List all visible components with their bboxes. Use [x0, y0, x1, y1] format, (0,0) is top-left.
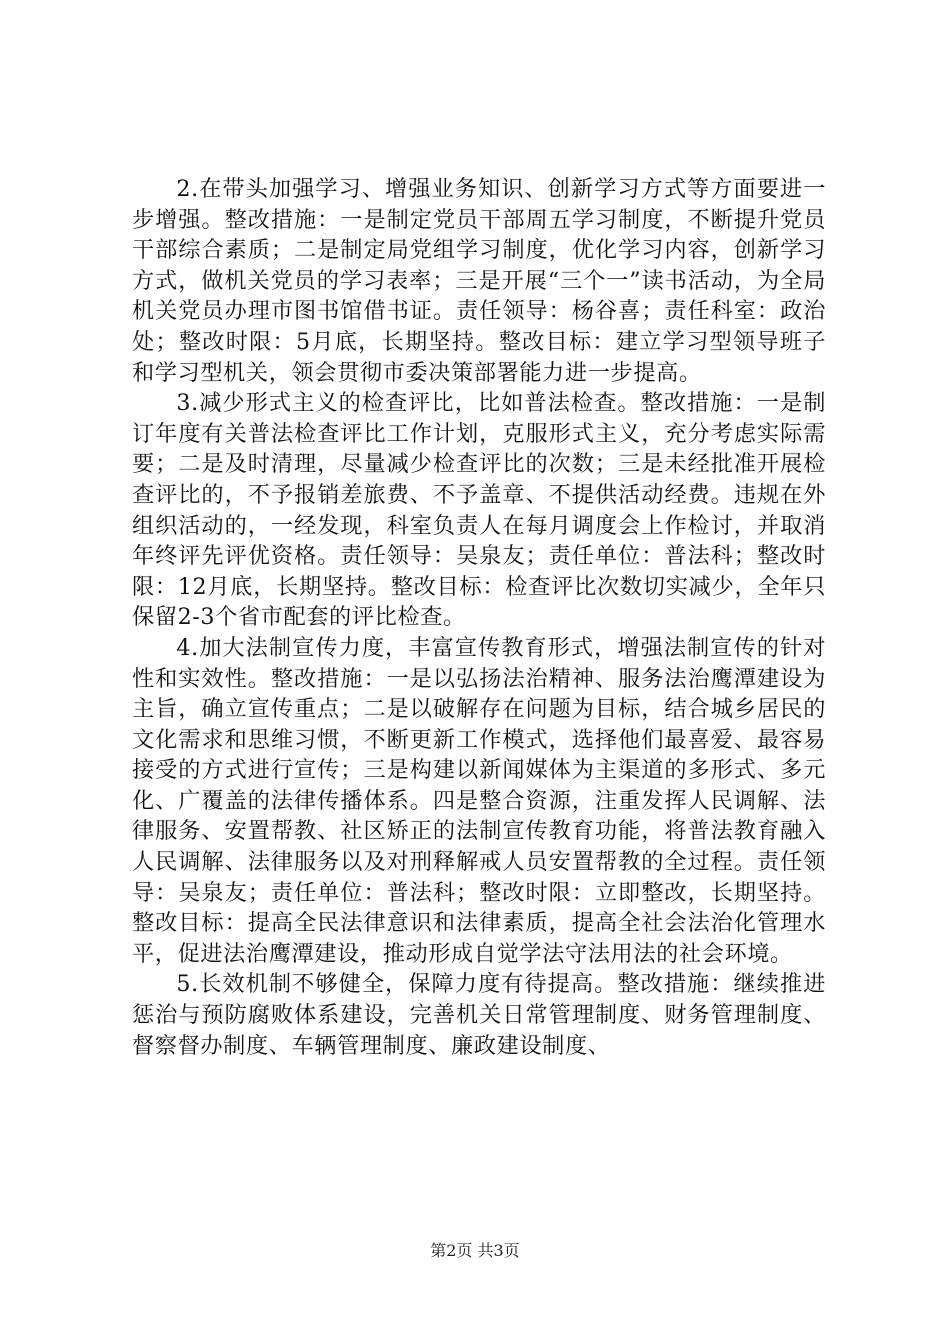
document-body [132, 174, 826, 1061]
paragraph-item-3: 3.减少形式主义的检查评比，比如普法检查。整改措施：一是制订年度有关普法检查评比工作计划，克服形式主义，充分考虑实际需要；二是及时清理，尽量减少检查评比的次数；三是未经批准开展检查评比的，不予报销差旅费、不予盖章、不提供活动经费。违规在外组织活动的，一经发现，科室负责人在每月调度会上作检讨，并取消年终评先评优资格。责任领导：吴泉友；责任单位：普法科；整改时限：12月底，长期坚持。整改目标：检查评比次数切实减少，全年只保留2-3个省市配套的评比检查。 [132, 390, 826, 631]
paragraph-item-5: 5.长效机制不够健全，保障力度有待提高。整改措施：继续推进惩治与预防腐败体系建设，完善机关日常管理制度、财务管理制度、督察督办制度、车辆管理制度、廉政建设制度、 [132, 971, 826, 1059]
paragraph-item-4: 4.加大法制宣传力度，丰富宣传教育形式，增强法制宣传的针对性和实效性。整改措施：一是以弘扬法治精神、服务法治鹰潭建设为主旨，确立宣传重点；二是以破解存在问题为目标，结合城乡居民的文化需求和思维习惯，不断更新工作模式，选择他们最喜爱、最容易接受的方式进行宣传；三是构建以新闻媒体为主渠道的多形式、多元化、广覆盖的法律传播体系。四是整合资源，注重发挥人民调解、法律服务、安置帮教、社区矫正的法制宣传教育功能，将普法教育融入人民调解、法律服务以及对刑释解戒人员安置帮教的全过程。责任领导：吴泉友；责任单位：普法科；整改时限：立即整改，长期坚持。整改目标：提高全民法律意识和法律素质，提高全社会法治化管理水平，促进法治鹰潭建设，推动形成自觉学法守法用法的社会环境。 [132, 634, 826, 967]
paragraph-item-2: 2.在带头加强学习、增强业务知识、创新学习方式等方面要进一步增强。整改措施：一是制定党员干部周五学习制度，不断提升党员干部综合素质；二是制定局党组学习制度，优化学习内容，创新学习方式，做机关党员的学习表率；三是开展“三个一”读书活动，为全局机关党员办理市图书馆借书证。责任领导：杨谷喜；责任科室：政治处；整改时限：5月底，长期坚持。整改目标：建立学习型领导班子和学习型机关，领会贯彻市委决策部署能力进一步提高。 [132, 176, 826, 386]
page-number-footer: 第2页 共3页 [430, 1241, 520, 1260]
